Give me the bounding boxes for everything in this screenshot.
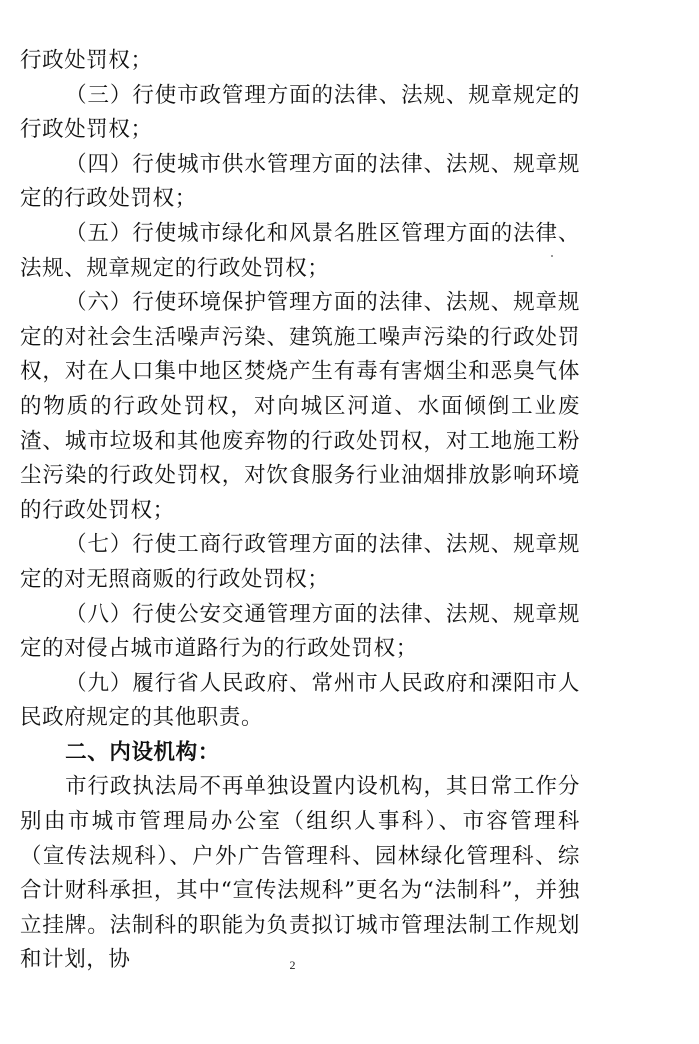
scan-speck	[551, 255, 553, 257]
paragraph-item-4: （四）行使城市供水管理方面的法律、法规、规章规定的行政处罚权；	[20, 151, 580, 212]
paragraph-item-6: （六）行使环境保护管理方面的法律、法规、规章规定的对社会生活噪声污染、建筑施工噪声污染的行政处罚权，对在人口集中地区焚烧产生有毒有害烟尘和恶臭气体的物质的行政处罚权，对向城区河道、水面倾倒工业废渣、城市垃圾和其他废弃物的行政处罚权，对工地施工粉尘污染的行政处罚权，对饮食服务行业油烟排放影响环境的行政处罚权；	[20, 290, 580, 523]
page-number: 2	[289, 958, 296, 972]
paragraph-item-7: （七）行使工商行政管理方面的法律、法规、规章规定的对无照商贩的行政处罚权；	[20, 532, 580, 592]
paragraph-internal-structure: 市行政执法局不再单独设置内设机构，其日常工作分别由市城市管理局办公室（组织人事科）、市容管理科（宣传法规科）、户外广告管理科、园林绿化管理科、综合计财科承担，其中“宣传法规科”更名为“法制科”，并独立挂牌。法制科的职能为负责拟订城市管理法制工作规划和计划，协	[20, 774, 580, 973]
section-heading-internal-structure: 二、内设机构：	[65, 739, 220, 765]
paragraph-item-5: （五）行使城市绿化和风景名胜区管理方面的法律、法规、规章规定的行政处罚权；	[20, 220, 580, 281]
paragraph-item-3: （三）行使市政管理方面的法律、法规、规章规定的行政处罚权；	[20, 82, 580, 143]
paragraph-item-8: （八）行使公安交通管理方面的法律、法规、规章规定的对侵占城市道路行为的行政处罚权；	[20, 601, 580, 662]
paragraph-continuation: 行政处罚权；	[20, 48, 153, 73]
document-body	[20, 44, 580, 978]
paragraph-item-9: （九）履行省人民政府、常州市人民政府和溧阳市人民政府规定的其他职责。	[20, 670, 580, 731]
